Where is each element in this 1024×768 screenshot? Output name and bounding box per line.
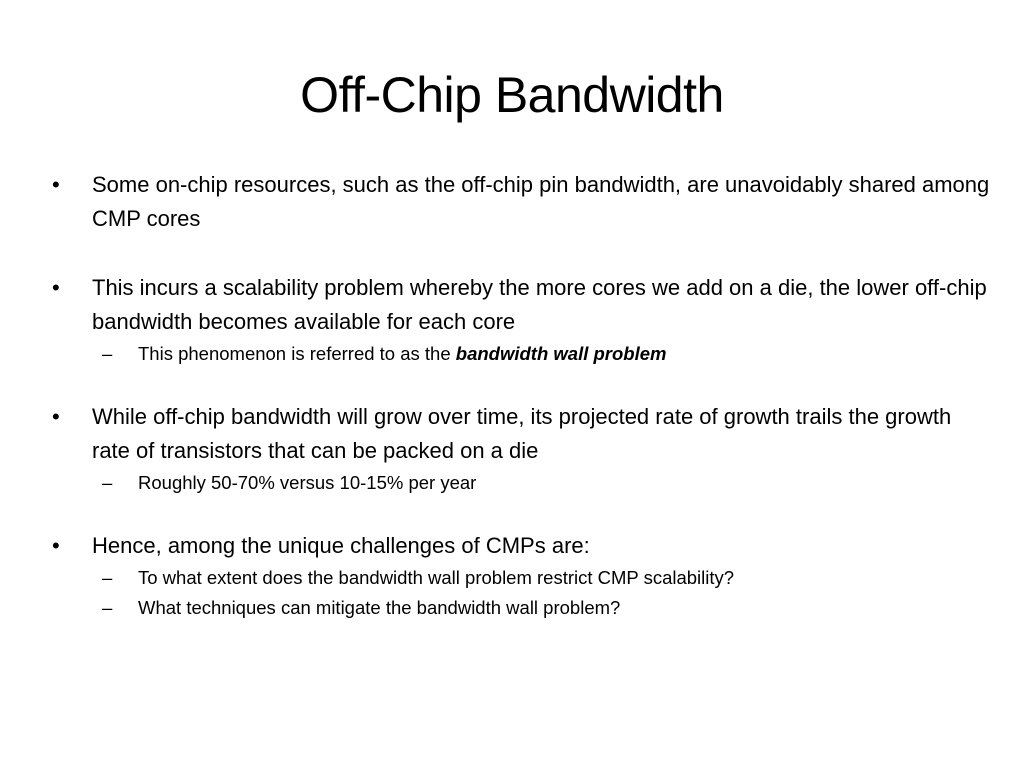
bullet-marker: • bbox=[52, 533, 60, 558]
slide-title: Off-Chip Bandwidth bbox=[300, 67, 724, 123]
sub-bullet-text: To what extent does the bandwidth wall problem restrict CMP scalability? bbox=[138, 567, 735, 588]
bullet-text: Some on-chip resources, such as the off-chip pin bandwidth, are unavoidably shared among CMP cores bbox=[92, 172, 990, 231]
sub-bullet-item bbox=[52, 339, 992, 369]
sub-bullet-text: This phenomenon is referred to as the bbox=[138, 343, 456, 364]
sub-bullet-item bbox=[52, 563, 992, 593]
bullet-marker: • bbox=[52, 404, 60, 429]
bullet-item bbox=[52, 400, 992, 468]
sub-bullet-marker: – bbox=[102, 472, 113, 493]
bullet-item bbox=[52, 529, 992, 563]
sub-bullet-marker: – bbox=[102, 597, 113, 618]
sub-bullet-text: Roughly 50-70% versus 10-15% per year bbox=[138, 472, 477, 493]
sub-bullet-item bbox=[52, 593, 992, 623]
slide-body bbox=[52, 168, 992, 623]
bullet-text: While off-chip bandwidth will grow over time, its projected rate of growth trails the growth rate of transistors that can be packed on a die bbox=[92, 404, 952, 463]
sub-bullet-marker: – bbox=[102, 343, 113, 364]
bullet-marker: • bbox=[52, 172, 60, 197]
bullet-marker: • bbox=[52, 275, 60, 300]
sub-bullet-item bbox=[52, 468, 992, 498]
sub-bullet-marker: – bbox=[102, 567, 113, 588]
bullet-item bbox=[52, 271, 992, 339]
bullet-item bbox=[52, 168, 992, 236]
bullet-text: This incurs a scalability problem whereby the more cores we add on a die, the lower off-chip bandwidth becomes available for each core bbox=[92, 275, 987, 334]
sub-bullet-text: What techniques can mitigate the bandwidth wall problem? bbox=[138, 597, 621, 618]
bullet-text: Hence, among the unique challenges of CMPs are: bbox=[92, 533, 590, 558]
sub-bullet-emphasis: bandwidth wall problem bbox=[455, 343, 667, 364]
